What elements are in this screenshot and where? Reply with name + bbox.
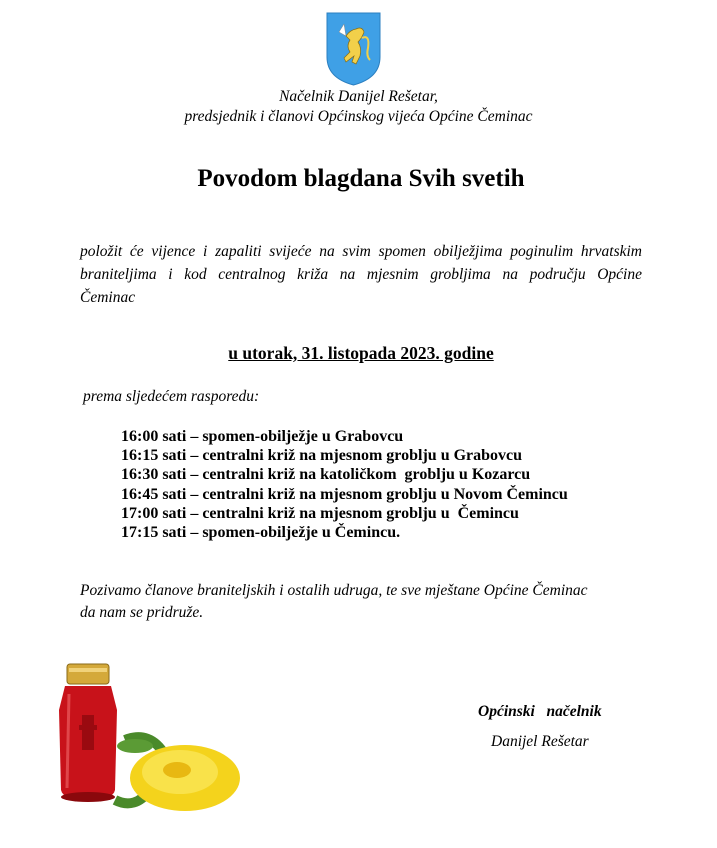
schedule-intro: prema sljedećem rasporedu: (83, 388, 260, 405)
invitation-line-1: Pozivamo članove braniteljskih i ostalih udruga, te sve mještane Općine Čeminac (80, 582, 588, 599)
candle-and-flower-image (55, 660, 255, 820)
invitation-line-2: da nam se pridruže. (80, 604, 204, 621)
event-date-text: u utorak, 31. listopada 2023. godine (228, 343, 494, 363)
grave-candle-icon (59, 664, 117, 802)
schedule-item: 17:00 sati – centralni križ na mjesnom groblju u Čemincu (121, 504, 519, 522)
chrysanthemum-flower-icon (115, 737, 240, 811)
page-title: Povodom blagdana Svih svetih (197, 165, 525, 192)
signature-role: Općinski načelnik (478, 703, 602, 720)
intro-paragraph: položit će vijence i zapaliti svijeće na svim spomen obilježjima poginulim hrvatskim braniteljima i kod centralnog križa na mjesnim grobljima na području Općine Čeminac (80, 243, 642, 306)
schedule-item: 16:15 sati – centralni križ na mjesnom groblju u Grabovcu (121, 447, 523, 465)
coat-of-arms-logo (326, 12, 381, 86)
invitation (80, 580, 588, 624)
signature-name: Danijel Rešetar (491, 733, 589, 750)
schedule-list (121, 427, 568, 542)
header-line-2: predsjednik i članovi Općinskog vijeća Općine Čeminac (184, 108, 533, 125)
header-line-1: Načelnik Danijel Rešetar, (279, 88, 438, 105)
schedule-item: 16:45 sati – centralni križ na mjesnom groblju u Novom Čemincu (121, 485, 568, 503)
schedule-item: 16:00 sati – spomen-obilježje u Grabovcu (121, 428, 404, 445)
schedule-item: 17:15 sati – spomen-obilježje u Čemincu. (121, 524, 401, 542)
schedule-item: 16:30 sati – centralni križ na katoličkom groblju u Kozarcu (121, 466, 531, 484)
event-date (0, 343, 717, 364)
